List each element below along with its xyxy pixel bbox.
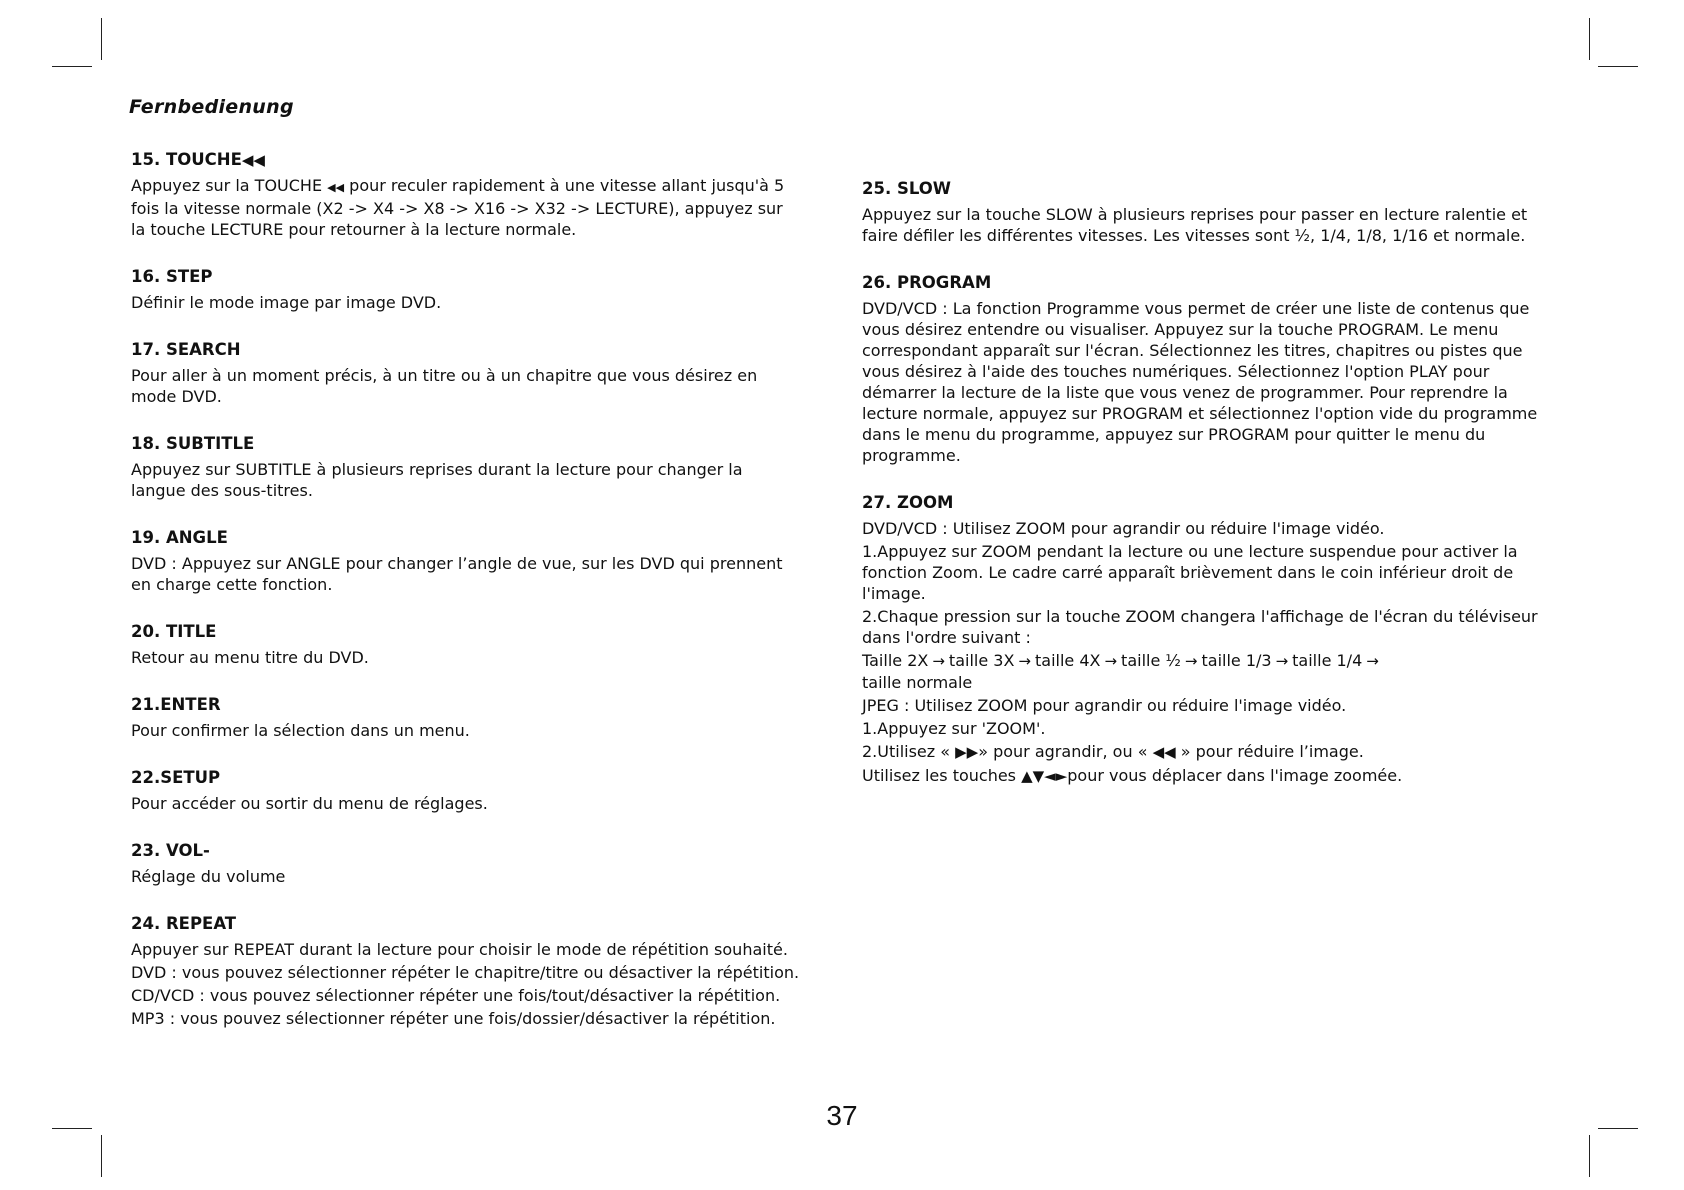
crop-mark: [1589, 18, 1590, 60]
section-23-vol: [131, 840, 801, 887]
arrow-right-icon: →: [1184, 652, 1198, 670]
section-body: Pour confirmer la sélection dans un menu.: [131, 721, 470, 740]
crop-mark: [101, 18, 102, 60]
section-25-slow: [862, 178, 1542, 246]
section-body: CD/VCD : vous pouvez sélectionner répéter une fois/tout/désactiver la répétition.: [131, 986, 781, 1005]
arrow-right-icon: →: [1018, 652, 1031, 670]
section-heading: 21.ENTER: [131, 695, 221, 714]
section-body: Appuyez sur la TOUCHE ◀◀ pour reculer rapidement à une vitesse allant jusqu'à 5 fois la vitesse normale (X2 -> X4 -> X8 -> X16 -> X32 -> LECTURE), appuyez sur la touche LECTURE pour retourner à la lecture normale.: [131, 176, 785, 239]
section-heading: 25. SLOW: [862, 179, 952, 198]
section-heading: 20. TITLE: [131, 622, 217, 641]
section-body: MP3 : vous pouvez sélectionner répéter une fois/dossier/désactiver la répétition.: [131, 1009, 776, 1028]
arrow-right-icon: →: [932, 652, 945, 670]
section-body: Appuyer sur REPEAT durant la lecture pour choisir le mode de répétition souhaité.: [131, 940, 788, 959]
arrow-right-icon: →: [1104, 652, 1118, 670]
section-heading: 17. SEARCH: [131, 340, 241, 359]
section-21-enter: [131, 694, 801, 741]
section-24-repeat: [131, 913, 801, 1029]
rewind-icon: ◀◀: [1152, 743, 1176, 761]
section-body: Réglage du volume: [131, 867, 286, 886]
page-number: 37: [826, 1100, 858, 1131]
section-heading: 26. PROGRAM: [862, 273, 992, 292]
fast-forward-icon: ▶▶: [955, 743, 979, 761]
section-body: 2.Chaque pression sur la touche ZOOM changera l'affichage de l'écran du téléviseur dans l'ordre suivant :: [862, 607, 1538, 647]
section-body: DVD : Appuyez sur ANGLE pour changer l’angle de vue, sur les DVD qui prennent en charge cette fonction.: [131, 554, 783, 594]
section-body: 2.Utilisez « ▶▶» pour agrandir, ou « ◀◀ » pour réduire l’image.: [862, 742, 1364, 761]
zoom-sequence: Taille 2X → taille 3X → taille 4X → taille ½ → taille 1/3 → taille 1/4 → taille normale: [862, 651, 1379, 692]
section-heading: 23. VOL-: [131, 841, 210, 860]
arrow-right-icon: →: [1366, 652, 1379, 670]
section-heading: 15. TOUCHE◀◀: [131, 150, 265, 169]
crop-mark: [1598, 66, 1638, 67]
section-heading: 16. STEP: [131, 267, 213, 286]
section-body: Pour aller à un moment précis, à un titre ou à un chapitre que vous désirez en mode DVD.: [131, 366, 758, 406]
rewind-icon: ◀◀: [327, 181, 345, 194]
section-body: JPEG : Utilisez ZOOM pour agrandir ou réduire l'image vidéo.: [862, 696, 1347, 715]
section-20-title: [131, 621, 801, 668]
crop-mark: [101, 1135, 102, 1177]
section-body: DVD/VCD : Utilisez ZOOM pour agrandir ou réduire l'image vidéo.: [862, 519, 1385, 538]
section-body: Retour au menu titre du DVD.: [131, 648, 369, 667]
crop-mark: [1589, 1135, 1590, 1177]
section-body: 1.Appuyez sur ZOOM pendant la lecture ou une lecture suspendue pour activer la fonction Zoom. Le cadre carré apparaît brièvement dans le coin inférieur droit de l'image.: [862, 542, 1518, 603]
section-heading: 18. SUBTITLE: [131, 434, 255, 453]
section-body: DVD : vous pouvez sélectionner répéter le chapitre/titre ou désactiver la répétition.: [131, 963, 800, 982]
section-body: Définir le mode image par image DVD.: [131, 293, 442, 312]
section-26-program: [862, 272, 1542, 466]
section-body: Utilisez les touches ▲▼◄►pour vous déplacer dans l'image zoomée.: [862, 766, 1403, 785]
section-heading: 27. ZOOM: [862, 493, 954, 512]
direction-arrows-icon: ▲▼◄►: [1021, 767, 1068, 785]
section-22-setup: [131, 767, 801, 814]
section-body: 1.Appuyez sur 'ZOOM'.: [862, 719, 1046, 738]
page-header: Fernbedienung: [129, 96, 294, 118]
section-19-angle: [131, 527, 801, 595]
section-18-subtitle: [131, 433, 801, 501]
section-body: Appuyez sur la touche SLOW à plusieurs reprises pour passer en lecture ralentie et faire défiler les différentes vitesses. Les vitesses sont ½, 1/4, 1/8, 1/16 et normale.: [862, 205, 1528, 245]
section-body: Pour accéder ou sortir du menu de réglages.: [131, 794, 488, 813]
arrow-right-icon: →: [1275, 652, 1289, 670]
section-15-rewind: [131, 149, 801, 240]
section-body: DVD/VCD : La fonction Programme vous permet de créer une liste de contenus que vous désirez entendre ou visualiser. Appuyez sur la touche PROGRAM. Le menu correspondant apparaît sur l'écran. Sélectionnez les titres, chapitres ou pistes que vous désirez à l'aide des touches numériques. Sélectionnez l'option PLAY pour démarrer la lecture de la liste que vous venez de programmer. Pour reprendre la lecture normale, appuyez sur PROGRAM et sélectionnez l'option vide du programme dans le menu du programme, appuyez sur PROGRAM pour quitter le menu du programme.: [862, 299, 1538, 465]
section-27-zoom: [862, 492, 1542, 787]
left-column: [131, 149, 801, 1055]
right-column: [862, 178, 1542, 813]
crop-mark: [52, 66, 92, 67]
section-16-step: [131, 266, 801, 313]
rewind-icon: ◀◀: [241, 151, 265, 169]
section-body: Appuyez sur SUBTITLE à plusieurs reprises durant la lecture pour changer la langue des sous-titres.: [131, 460, 743, 500]
section-heading: 24. REPEAT: [131, 914, 237, 933]
section-heading: 19. ANGLE: [131, 528, 228, 547]
section-heading: 22.SETUP: [131, 768, 221, 787]
section-17-search: [131, 339, 801, 407]
